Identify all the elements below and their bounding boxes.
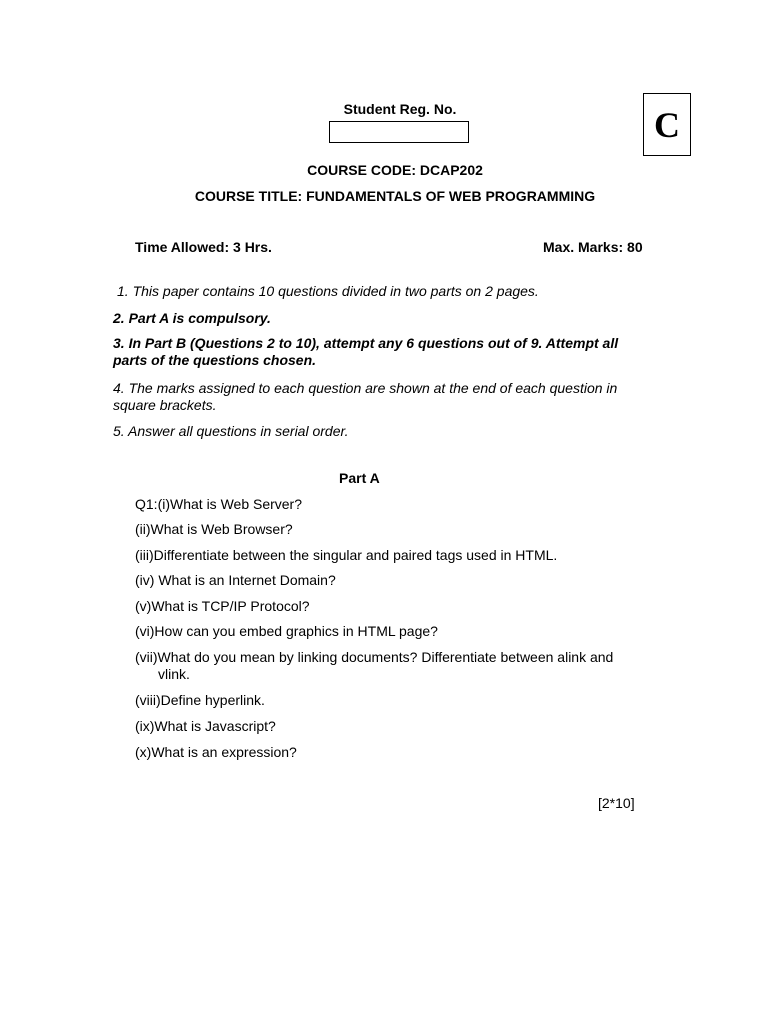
max-marks: Max. Marks: 80 — [543, 239, 643, 255]
paper-variant-box — [643, 93, 691, 156]
instruction-5: 5. Answer all questions in serial order. — [113, 423, 349, 439]
instruction-1: 1. This paper contains 10 questions divided in two parts on 2 pages. — [117, 283, 539, 299]
question-1-viii: (viii)Define hyperlink. — [135, 692, 265, 708]
paper-variant-letter: C — [654, 104, 680, 145]
question-1-ii: (ii)What is Web Browser? — [135, 521, 293, 537]
question-1-ix: (ix)What is Javascript? — [135, 718, 276, 734]
part-a-marks: [2*10] — [598, 795, 635, 811]
instruction-2: 2. Part A is compulsory. — [113, 310, 271, 326]
course-code: COURSE CODE: DCAP202 — [307, 162, 483, 178]
question-1-iii: (iii)Differentiate between the singular and paired tags used in HTML. — [135, 547, 558, 563]
part-a-heading: Part A — [339, 470, 380, 486]
question-1-v: (v)What is TCP/IP Protocol? — [135, 598, 310, 614]
question-1-vii-line-1: (vii)What do you mean by linking documents? Differentiate between alink and — [135, 649, 614, 665]
student-reg-label: Student Reg. No. — [343, 101, 457, 117]
question-1-x: (x)What is an expression? — [135, 744, 297, 760]
instruction-3: 3. In Part B (Questions 2 to 10), attempt any 6 questions out of 9. Attempt all parts of the questions chosen. — [113, 335, 619, 368]
question-1-i: Q1:(i)What is Web Server? — [135, 496, 303, 512]
question-1-vi: (vi)How can you embed graphics in HTML page? — [135, 623, 438, 639]
time-allowed: Time Allowed: 3 Hrs. — [135, 239, 272, 255]
student-reg-input-box — [329, 121, 469, 143]
course-title: COURSE TITLE: FUNDAMENTALS OF WEB PROGRAMMING — [194, 188, 596, 204]
question-1-iv: (iv) What is an Internet Domain? — [135, 572, 336, 588]
question-1-vii-line-2: vlink. — [158, 666, 190, 682]
instruction-4: 4. The marks assigned to each question are shown at the end of each question in square brackets. — [113, 380, 618, 413]
question-1-vii — [135, 649, 665, 683]
